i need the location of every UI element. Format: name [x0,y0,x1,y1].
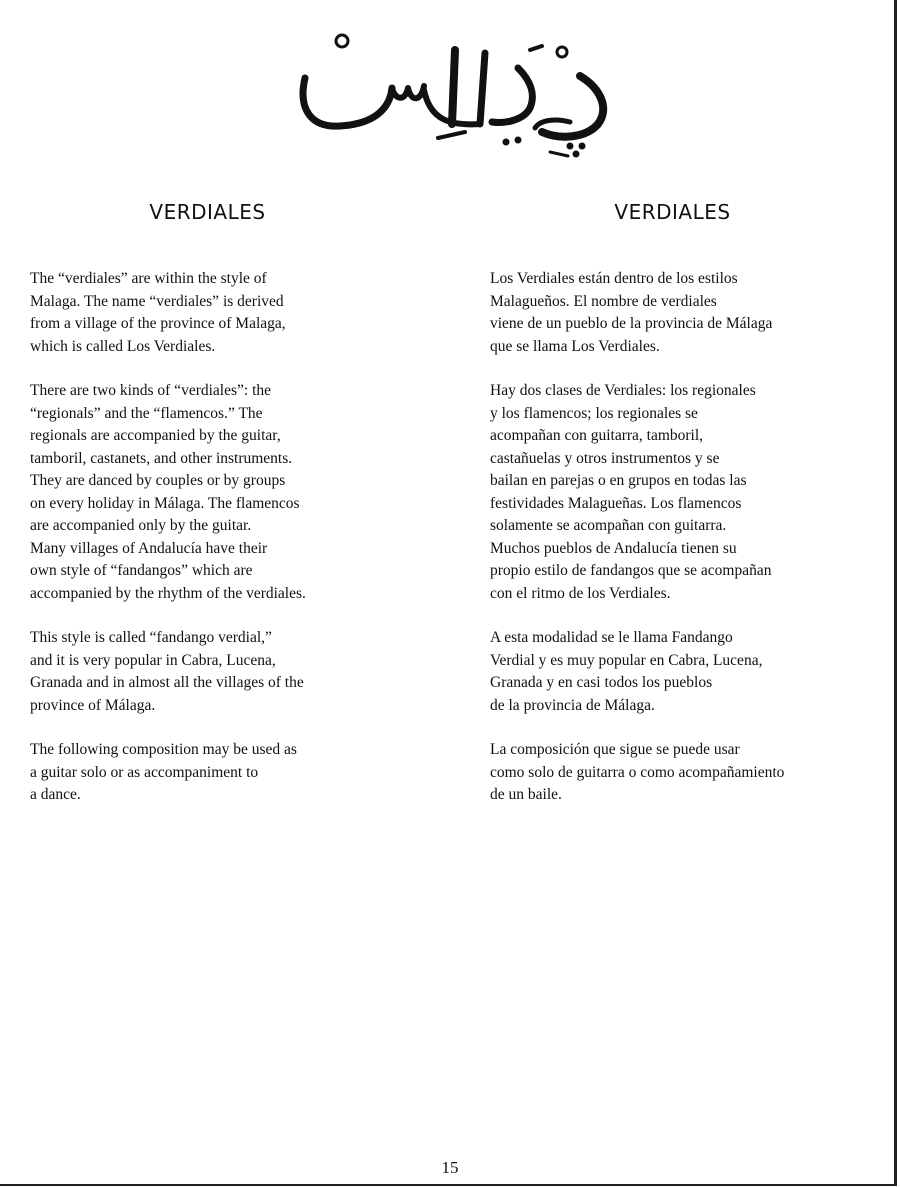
page-number: 15 [441,1158,459,1177]
spanish-heading: VERDIALES [614,200,731,224]
spanish-paragraph: Hay dos clases de Verdiales: los regionales y los flamencos; los regionales se acompañan con guitarra, tamboril, castañuelas y otros instrumentos y se bailan en parejas o en grupos en todas las festividades Malagueñas. Los flamencos solamente se acompañan con guitarra. Muchos pueblos de Andalucía tienen su propio estilo de fandangos que se acompañan con el ritmo de los Verdiales. [490,382,772,602]
spanish-paragraph: Los Verdiales están dentro de los estilos Malagueños. El nombre de verdiales viene de un pueblo de la provincia de Málaga que se llama Los Verdiales. [490,270,773,355]
spanish-column [490,200,865,829]
english-column [30,200,405,829]
calligraphy-title-image [280,28,640,158]
english-paragraph: This style is called “fandango verdial,” and it is very popular in Cabra, Lucena, Granada and in almost all the villages of the province of Málaga. [30,629,304,714]
english-paragraph: The “verdiales” are within the style of Malaga. The name “verdiales” is derived from a village of the province of Malaga, which is called Los Verdiales. [30,270,286,355]
english-heading: VERDIALES [149,200,266,224]
spanish-paragraph: La composición que sigue se puede usar como solo de guitarra o como acompañamiento de un baile. [490,741,785,803]
english-paragraph: There are two kinds of “verdiales”: the “regionals” and the “flamencos.” The regionals are accompanied by the guitar, tamboril, castanets, and other instruments. They are danced by couples or by groups on every holiday in Málaga. The flamencos are accompanied only by the guitar. Many villages of Andalucía have their own style of “fandangos” which are accompanied by the rhythm of the verdiales. [30,382,306,602]
spanish-paragraph: A esta modalidad se le llama Fandango Verdial y es muy popular en Cabra, Lucena, Granada y en casi todos los pueblos de la provincia de Málaga. [490,629,763,714]
english-paragraph: The following composition may be used as a guitar solo or as accompaniment to a dance. [30,741,297,803]
